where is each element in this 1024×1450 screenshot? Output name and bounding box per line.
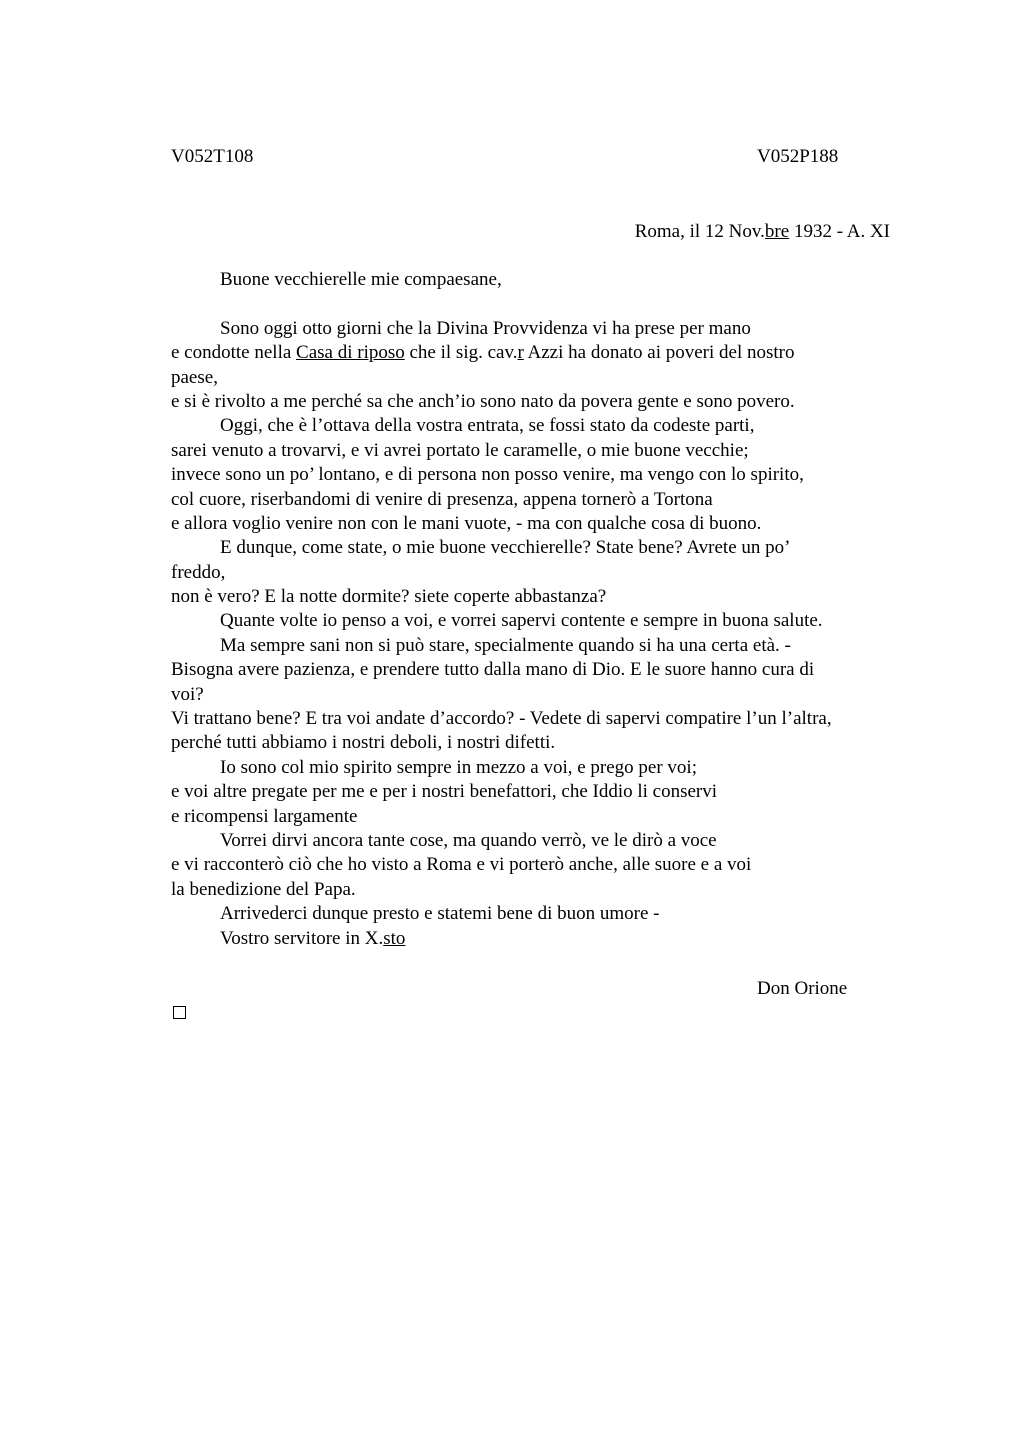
- text-fragment: e condotte nella: [171, 342, 297, 364]
- document-code-left: V052T108: [171, 146, 254, 167]
- closing-prefix: Vostro servitore in X.: [220, 927, 384, 949]
- paragraph-line: sarei venuto a trovarvi, e vi avrei portato le caramelle, o mie buone vecchie;: [171, 439, 749, 461]
- closing-line: [171, 927, 901, 951]
- empty-square-icon: [173, 1006, 186, 1019]
- paragraph-line: col cuore, riserbandomi di venire di presenza, appena tornerò a Tortona: [171, 488, 713, 510]
- paragraph-line: invece sono un po’ lontano, e di persona non posso venire, ma vengo con lo spirito,: [171, 464, 804, 486]
- paragraph-line: E dunque, come state, o mie buone vecchierelle? State bene? Avrete un po’: [220, 537, 791, 559]
- paragraph-line: la benedizione del Papa.: [171, 878, 356, 900]
- paragraph-line: Arrivederci dunque presto e statemi bene di buon umore -: [220, 903, 660, 925]
- document-code-right: V052P188: [757, 146, 839, 167]
- blank-line: [171, 292, 901, 316]
- salutation: Buone vecchierelle mie compaesane,: [220, 269, 502, 290]
- paragraph-line: e ricompensi largamente: [171, 805, 358, 827]
- paragraph-line: Oggi, che è l’ottava della vostra entrata, se fossi stato da codeste parti,: [220, 415, 755, 437]
- date-prefix: Roma, il 12 Nov.: [634, 221, 765, 242]
- date-line: [635, 221, 890, 243]
- text-fragment: Azzi ha donato ai poveri del nostro: [523, 342, 795, 364]
- paragraph-line: voi?: [171, 683, 204, 705]
- letter-body: [171, 268, 901, 951]
- paragraph-line: e vi racconterò ciò che ho visto a Roma e vi porterò anche, alle suore e a voi: [171, 854, 752, 876]
- date-underlined: bre: [764, 221, 790, 242]
- paragraph-line: e si è rivolto a me perché sa che anch’io sono nato da povera gente e sono povero.: [171, 390, 795, 412]
- paragraph-line: Sono oggi otto giorni che la Divina Provvidenza vi ha prese per mano: [220, 317, 751, 339]
- paragraph-line: e allora voglio venire non con le mani vuote, - ma con qualche cosa di buono.: [171, 512, 762, 534]
- paragraph-line: perché tutti abbiamo i nostri deboli, i nostri difetti.: [171, 732, 556, 754]
- closing-underlined: sto: [383, 927, 406, 949]
- paragraph-line: Bisogna avere pazienza, e prendere tutto dalla mano di Dio. E le suore hanno cura di: [171, 659, 815, 681]
- cavaliere-abbrev-underlined: r: [517, 342, 524, 364]
- paragraph-line: freddo,: [171, 561, 226, 583]
- paragraph-line: Vorrei dirvi ancora tante cose, ma quando verrò, ve le dirò a voce: [220, 829, 717, 851]
- paragraph-line: paese,: [171, 366, 218, 388]
- paragraph-line: non è vero? E la notte dormite? siete coperte abbastanza?: [171, 586, 607, 608]
- text-fragment: che il sig. cav.: [404, 342, 518, 364]
- casa-di-riposo-underlined: Casa di riposo: [296, 342, 405, 364]
- paragraph-line: [171, 341, 901, 365]
- paragraph-line: Vi trattano bene? E tra voi andate d’accordo? - Vedete di sapervi compatire l’un l’altra,: [171, 708, 832, 730]
- signature: Don Orione: [757, 978, 848, 999]
- paragraph-line: e voi altre pregate per me e per i nostri benefattori, che Iddio li conservi: [171, 781, 718, 803]
- paragraph-line: Ma sempre sani non si può stare, specialmente quando si ha una certa età. -: [220, 634, 791, 656]
- paragraph-line: Io sono col mio spirito sempre in mezzo a voi, e prego per voi;: [220, 756, 697, 778]
- date-suffix: 1932 - A. XI: [789, 221, 890, 242]
- paragraph-line: Quante volte io penso a voi, e vorrei sapervi contente e sempre in buona salute.: [220, 610, 823, 632]
